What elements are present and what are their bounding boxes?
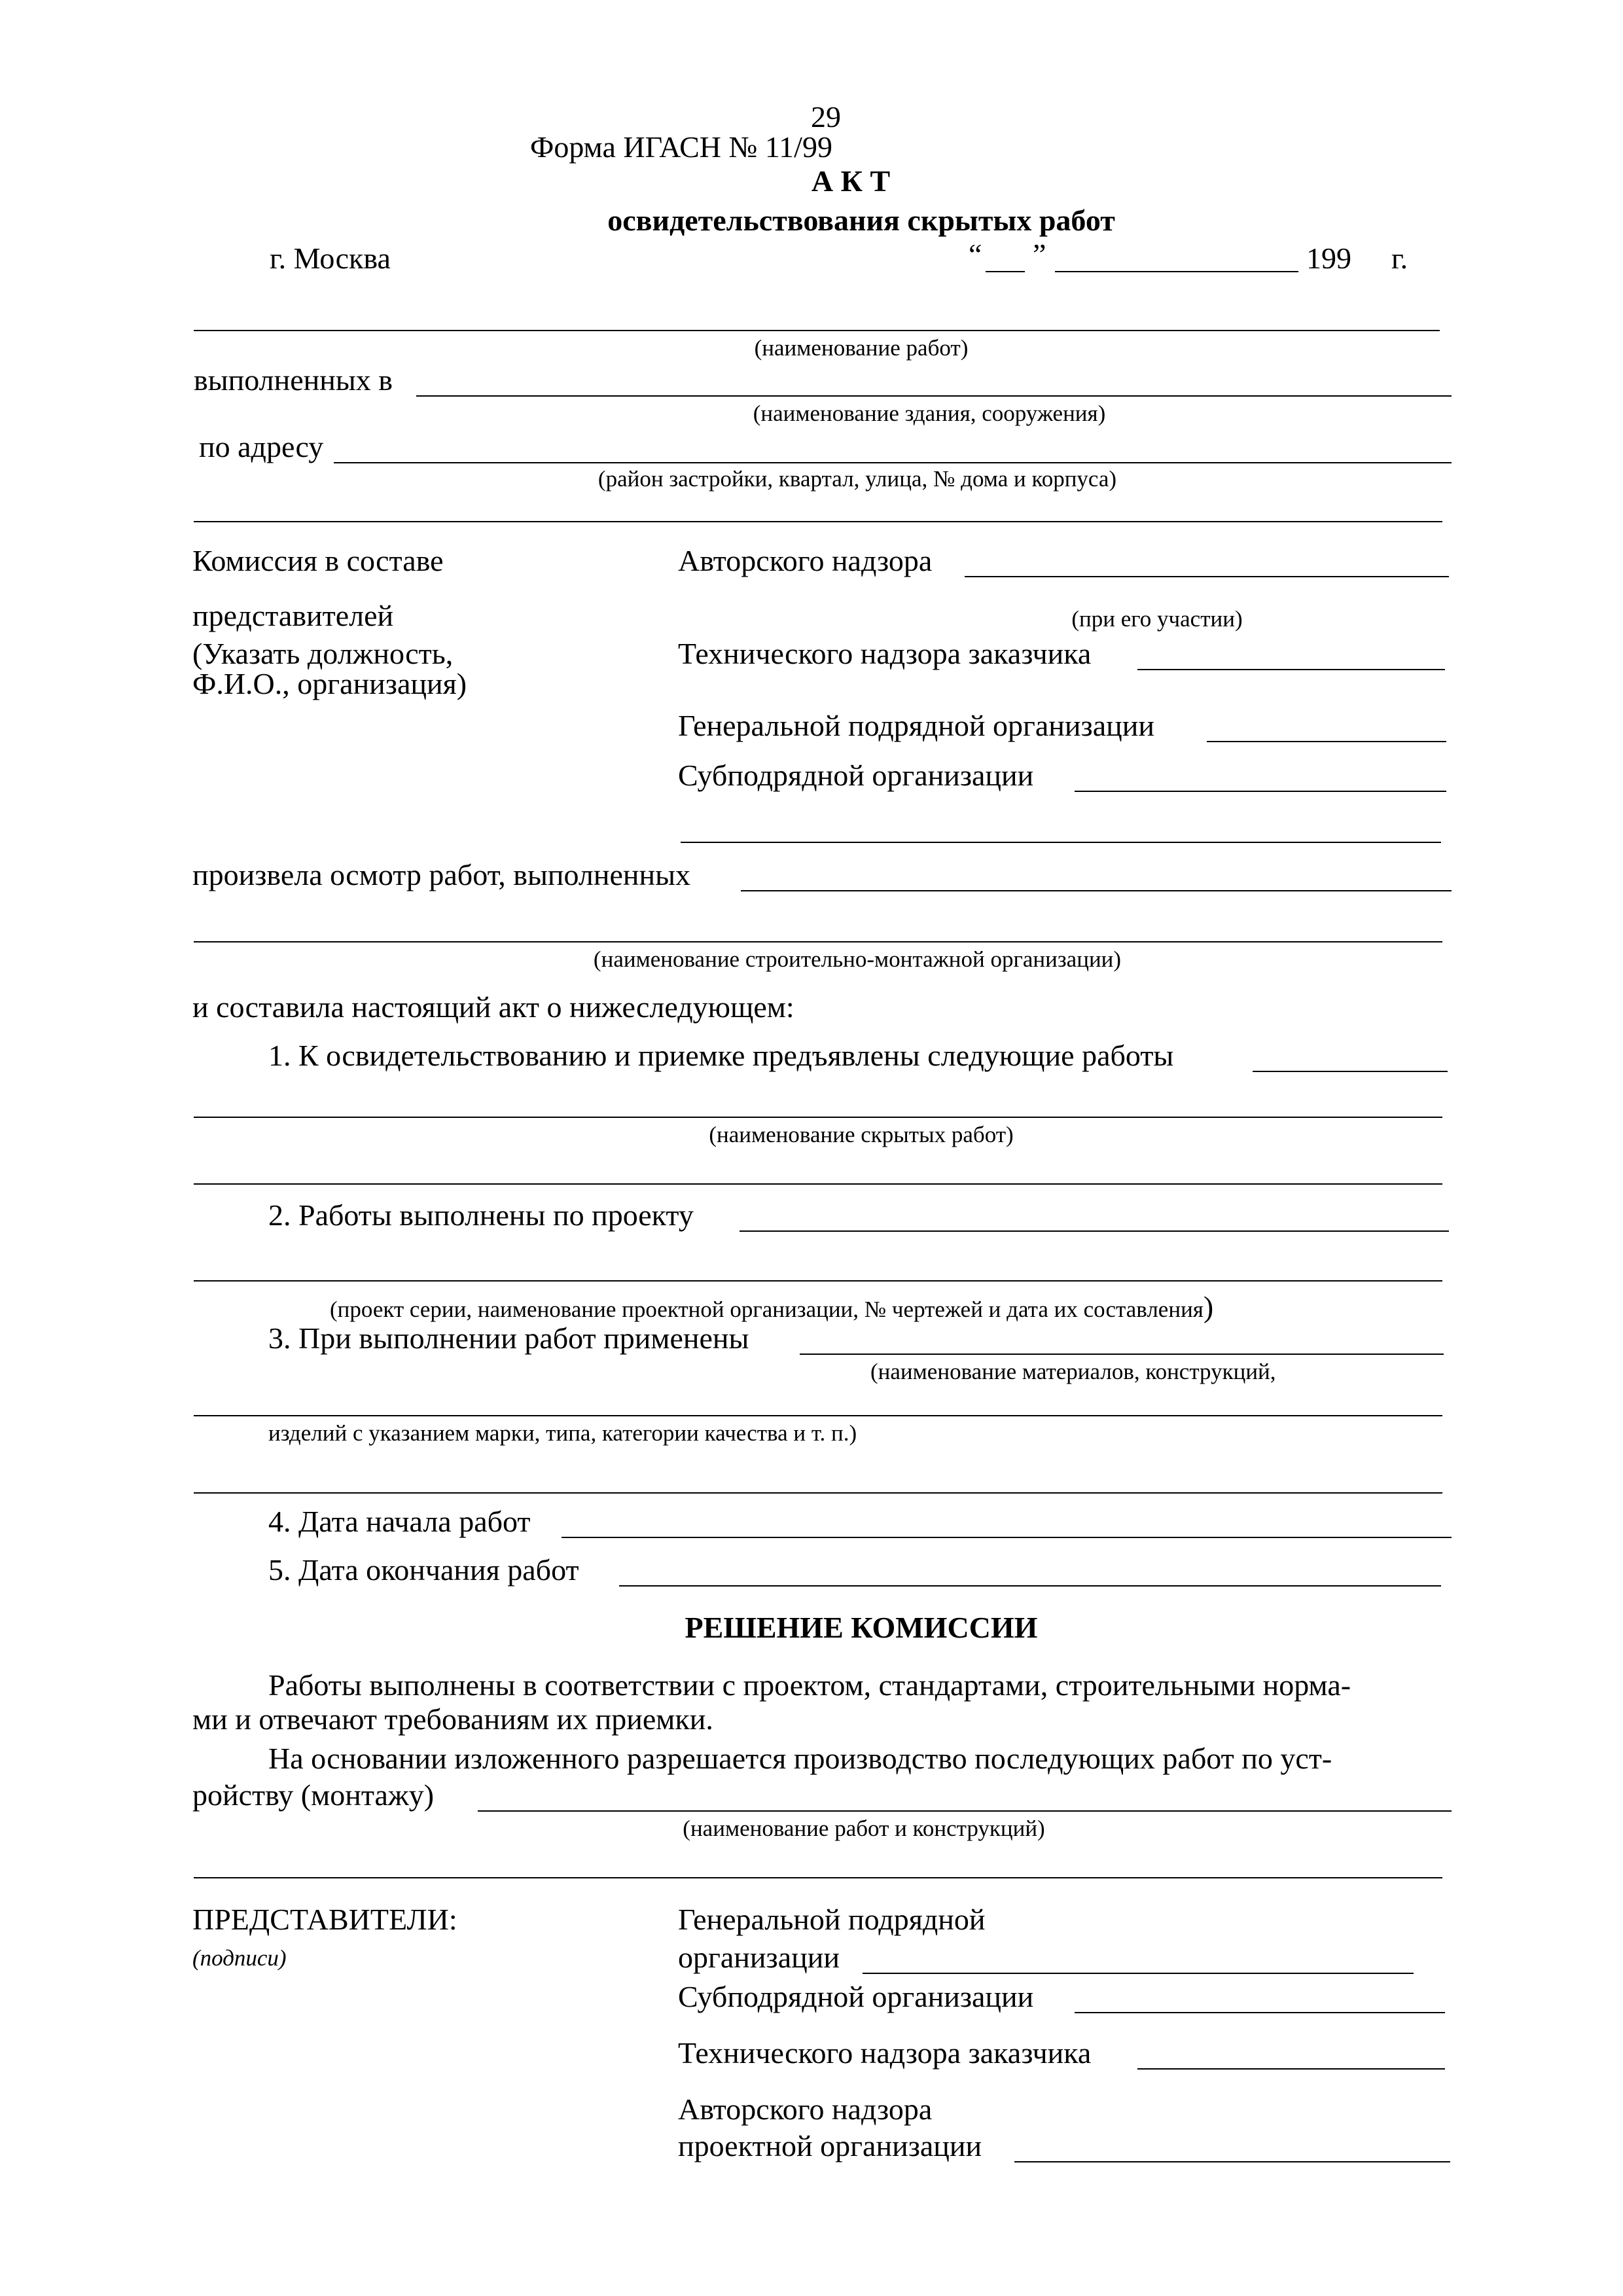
document-title: А К Т — [811, 164, 891, 198]
hint-hidden-works: (наименование скрытых работ) — [709, 1122, 1014, 1147]
address-field-cont[interactable] — [194, 521, 1442, 522]
general-contractor-label: Генеральной подрядной организации — [678, 709, 1154, 742]
project-field[interactable] — [740, 1230, 1449, 1232]
inspected-label: произвела осмотр работ, выполненных — [192, 858, 690, 891]
decision-p2-line1: На основании изложенного разрешается производство последующих работ по уст- — [268, 1742, 1332, 1775]
hint-work-name: (наименование работ) — [754, 335, 969, 361]
sig-author-supervision-field[interactable] — [1014, 2161, 1450, 2162]
project-field-cont[interactable] — [194, 1280, 1442, 1282]
work-name-field[interactable] — [194, 330, 1440, 331]
hint-address: (район застройки, квартал, улица, № дома и корпуса) — [597, 466, 1117, 492]
specify-hint-line1: (Указать должность, — [192, 637, 454, 670]
technical-supervision-field[interactable] — [1137, 669, 1445, 670]
author-supervision-label: Авторского надзора — [678, 544, 933, 577]
hint-building: (наименование здания, сооружения) — [753, 401, 1106, 426]
document-subtitle: освидетельствования скрытых работ — [607, 204, 1115, 237]
address-label: по адресу — [199, 430, 324, 463]
date-year: 199 — [1306, 242, 1351, 275]
contractor-org-field-cont[interactable] — [194, 941, 1442, 942]
subcontractor-field-cont[interactable] — [681, 842, 1441, 843]
sig-technical-supervision-label: Технического надзора заказчика — [678, 2036, 1092, 2070]
start-date-field[interactable] — [562, 1537, 1452, 1538]
sig-author-supervision-line2: проектной организации — [678, 2129, 982, 2162]
form-code: Форма ИГАСН № 11/99 — [530, 130, 832, 164]
city: г. Москва — [270, 242, 391, 275]
end-date-field[interactable] — [619, 1585, 1441, 1587]
sig-general-contractor-line1: Генеральной подрядной — [678, 1903, 986, 1936]
subsequent-works-field-cont[interactable] — [194, 1877, 1442, 1878]
hint-materials: (наименование материалов, конструкций, — [870, 1359, 1276, 1384]
subcontractor-field[interactable] — [1075, 791, 1446, 792]
subcontractor-label: Субподрядной организации — [678, 759, 1034, 792]
sig-subcontractor-label: Субподрядной организации — [678, 1980, 1034, 2013]
contractor-org-field[interactable] — [741, 890, 1452, 891]
sig-author-supervision-line1: Авторского надзора — [678, 2092, 933, 2126]
signatures-hint: (подписи) — [192, 1945, 287, 1971]
materials-field-cont2[interactable] — [194, 1492, 1442, 1494]
general-contractor-field[interactable] — [1207, 741, 1446, 742]
subsequent-works-field[interactable] — [478, 1810, 1452, 1812]
building-field[interactable] — [416, 395, 1452, 397]
item-1-field[interactable] — [1253, 1071, 1448, 1072]
address-field[interactable] — [334, 462, 1452, 463]
item-1-field-cont2[interactable] — [194, 1183, 1442, 1185]
decision-p1-line1: Работы выполнены в соответствии с проектом, стандартами, строительными норма- — [268, 1668, 1351, 1702]
hint-project-paren: ) — [1203, 1290, 1214, 1323]
representatives-heading: ПРЕДСТАВИТЕЛИ: — [192, 1903, 457, 1936]
page-number: 29 — [811, 100, 841, 134]
hint-materials-cont: изделий с указанием марки, типа, категории качества и т. п.) — [268, 1420, 857, 1446]
hint-project-text: (проект серии, наименование проектной организации, № чертежей и дата их составления — [330, 1297, 1204, 1322]
item-2: 2. Работы выполнены по проекту — [268, 1198, 694, 1232]
hint-project — [330, 1292, 1213, 1322]
item-4: 4. Дата начала работ — [268, 1505, 531, 1538]
item-1-field-cont[interactable] — [194, 1117, 1442, 1118]
sig-general-contractor-line2: организации — [678, 1941, 840, 1974]
sig-general-contractor-field[interactable] — [863, 1973, 1414, 1974]
hint-participation: (при его участии) — [1071, 606, 1243, 632]
decision-p2-line2: ройству (монтажу) — [192, 1778, 435, 1812]
sig-technical-supervision-field[interactable] — [1137, 2068, 1445, 2070]
specify-hint-line2: Ф.И.О., организация) — [192, 667, 467, 700]
date-year-suffix: г. — [1391, 242, 1408, 275]
compiled-text: и составила настоящий акт о нижеследующем: — [192, 990, 794, 1024]
item-5: 5. Дата окончания работ — [268, 1553, 579, 1587]
month-field[interactable] — [1055, 271, 1298, 272]
representatives-label: представителей — [192, 599, 394, 632]
materials-field-cont[interactable] — [194, 1415, 1442, 1416]
author-supervision-field[interactable] — [965, 576, 1449, 577]
date-close-quote: ” — [1033, 238, 1046, 271]
day-field[interactable] — [986, 271, 1025, 272]
materials-field[interactable] — [800, 1354, 1444, 1355]
item-1: 1. К освидетельствованию и приемке предъявлены следующие работы — [268, 1039, 1174, 1072]
item-3: 3. При выполнении работ применены — [268, 1321, 749, 1355]
decision-heading: РЕШЕНИЕ КОМИССИИ — [685, 1611, 1038, 1644]
decision-p1-line2: ми и отвечают требованиям их приемки. — [192, 1702, 713, 1736]
date-open-quote: “ — [969, 238, 982, 271]
hint-construction-org: (наименование строительно-монтажной организации) — [593, 946, 1122, 972]
performed-in-label: выполненных в — [194, 363, 393, 397]
commission-label: Комиссия в составе — [192, 544, 444, 577]
sig-subcontractor-field[interactable] — [1075, 2012, 1445, 2013]
hint-works-structures: (наименование работ и конструкций) — [683, 1816, 1045, 1841]
technical-supervision-label: Технического надзора заказчика — [678, 637, 1092, 670]
